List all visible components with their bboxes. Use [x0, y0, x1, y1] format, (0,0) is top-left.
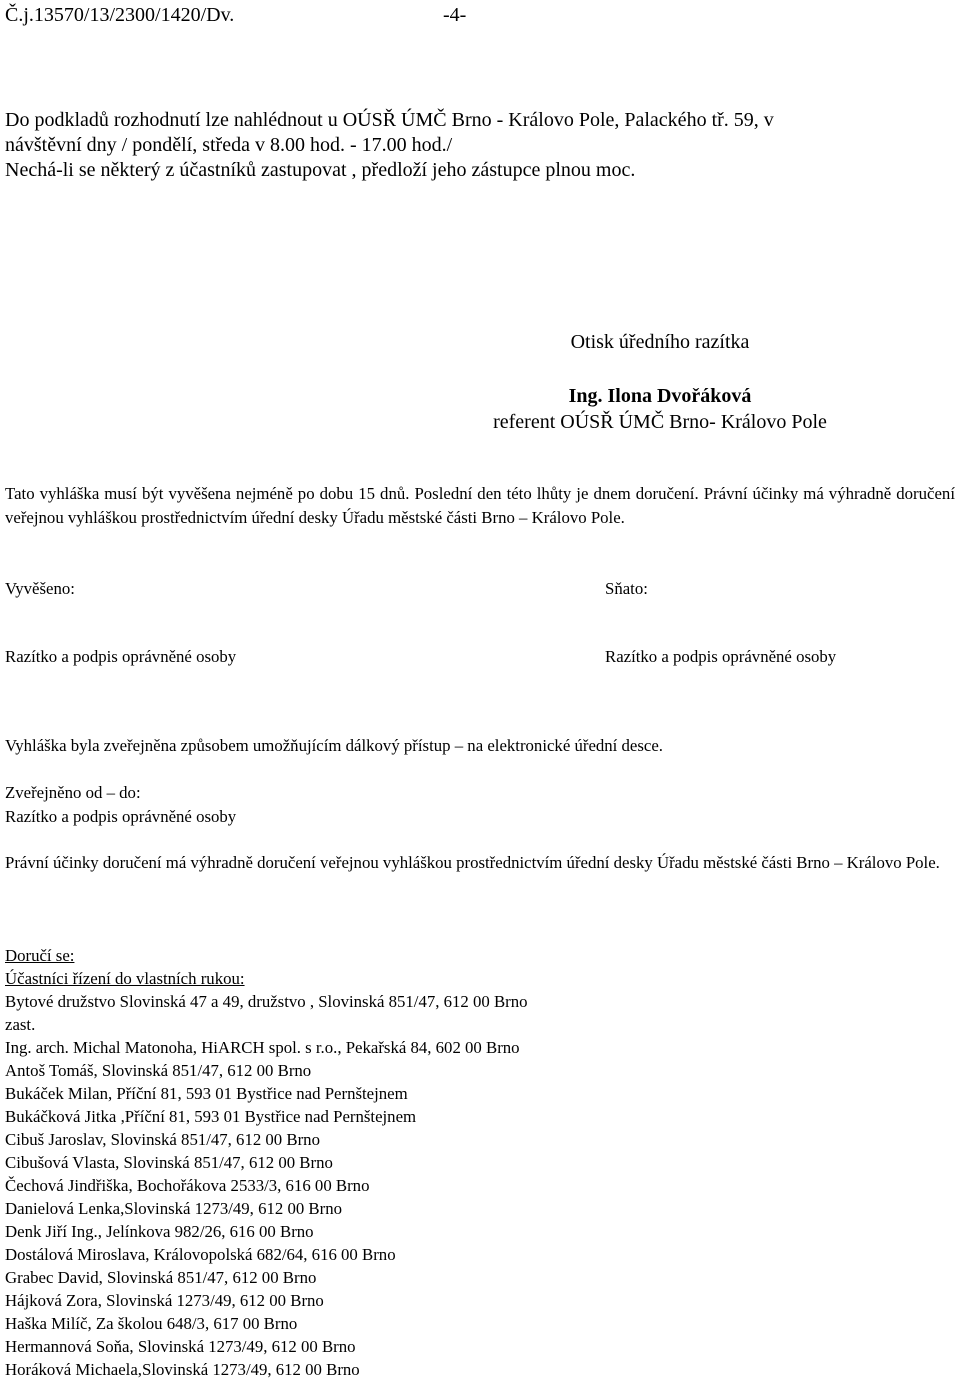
publication-period-label: Zveřejněno od – do:	[5, 783, 141, 802]
posting-notice: Tato vyhláška musí být vyvěšena nejméně po dobu 15 dnů. Poslední den této lhůty je dnem doručení. Právní účinky má výhradně doručení veřejnou vyhláškou prostřednictvím úřední desky Úřadu městské části Brno – Královo Pole.	[5, 484, 955, 527]
page-number: -4-	[443, 4, 467, 26]
recipient-item: Grabec David, Slovinská 851/47, 612 00 Brno	[5, 1268, 317, 1287]
recipient-item: Cibuš Jaroslav, Slovinská 851/47, 612 00 Brno	[5, 1130, 320, 1149]
legal-effect-paragraph: Právní účinky doručení má výhradně doručení veřejnou vyhláškou prostřednictvím úřední desky Úřadu městské části Brno – Královo Pole.	[5, 853, 940, 872]
recipient-item: Hermannová Soňa, Slovinská 1273/49, 612 00 Brno	[5, 1337, 356, 1356]
official-role: referent OÚSŘ ÚMČ Brno- Královo Pole	[493, 411, 827, 433]
posted-label: Vyvěšeno:	[5, 579, 75, 598]
recipient-item: Dostálová Miroslava, Královopolská 682/64, 616 00 Brno	[5, 1245, 396, 1264]
removed-label: Sňato:	[605, 579, 648, 598]
recipient-item: Ing. arch. Michal Matonoha, HiARCH spol. s r.o., Pekařská 84, 602 00 Brno	[5, 1038, 520, 1057]
publication-signature-label: Razítko a podpis oprávněné osoby	[5, 807, 237, 826]
delivery-heading: Doručí se:	[5, 946, 75, 965]
recipient-item: Danielová Lenka,Slovinská 1273/49, 612 00 Brno	[5, 1199, 342, 1218]
reference-number: Č.j.13570/13/2300/1420/Dv.	[5, 4, 235, 26]
recipient-item: Bukáčková Jitka ,Příční 81, 593 01 Bystřice nad Pernštejnem	[5, 1107, 417, 1126]
posted-signature-label: Razítko a podpis oprávněné osoby	[5, 647, 237, 666]
recipient-item: Denk Jiří Ing., Jelínkova 982/26, 616 00 Brno	[5, 1222, 314, 1241]
removed-column	[605, 577, 836, 669]
recipient-item: Cibušová Vlasta, Slovinská 851/47, 612 00 Brno	[5, 1153, 333, 1172]
posted-column	[5, 577, 236, 669]
document-page	[5, 0, 955, 1379]
publication-statement: Vyhláška byla zveřejněna způsobem umožňujícím dálkový přístup – na elektronické úřední desce.	[5, 736, 663, 755]
delivery-subheading: Účastníci řízení do vlastních rukou:	[5, 969, 245, 988]
electronic-publication-section	[5, 734, 955, 875]
recipient-item: Antoš Tomáš, Slovinská 851/47, 612 00 Brno	[5, 1061, 312, 1080]
recipient-item: Haška Milíč, Za školou 648/3, 617 00 Brno	[5, 1314, 298, 1333]
official-name: Ing. Ilona Dvořáková	[568, 385, 752, 407]
stamp-label: Otisk úředního razítka	[570, 331, 750, 353]
recipient-item: Bytové družstvo Slovinská 47 a 49, družstvo , Slovinská 851/47, 612 00 Brno	[5, 992, 528, 1011]
intro-line-3: Nechá-li se některý z účastníků zastupovat , předloží jeho zástupce plnou moc.	[5, 159, 636, 181]
intro-line-1: Do podkladů rozhodnutí lze nahlédnout u OÚSŘ ÚMČ Brno - Královo Pole, Palackého tř. 59, v	[5, 109, 774, 131]
intro-line-2: návštěvní dny / pondělí, středa v 8.00 hod. - 17.00 hod./	[5, 134, 453, 156]
intro-paragraph	[5, 108, 955, 183]
recipient-item: Čechová Jindřiška, Bochořákova 2533/3, 616 00 Brno	[5, 1176, 370, 1195]
recipient-item: zast.	[5, 1015, 36, 1034]
recipient-item: Bukáček Milan, Příční 81, 593 01 Bystřice nad Pernštejnem	[5, 1084, 408, 1103]
recipient-item: Hájková Zora, Slovinská 1273/49, 612 00 Brno	[5, 1291, 324, 1310]
recipient-item: Horáková Michaela,Slovinská 1273/49, 612 00 Brno	[5, 1360, 360, 1379]
official-signature-block	[455, 328, 865, 435]
removed-signature-label: Razítko a podpis oprávněné osoby	[605, 647, 837, 666]
delivery-section	[5, 944, 955, 1381]
recipient-list	[5, 990, 955, 1381]
